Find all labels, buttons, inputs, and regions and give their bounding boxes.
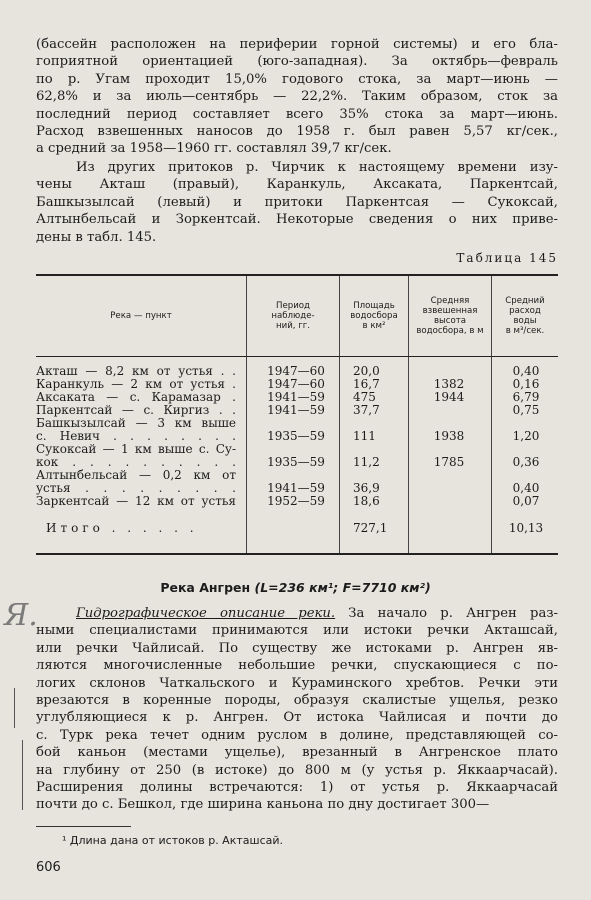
- cell-period: 1941—59: [267, 403, 325, 417]
- text-line-content: логих склонов Чаткальского и Кураминского хребтов. Речки эти: [36, 675, 558, 691]
- cell-flow: 1,20: [512, 429, 540, 443]
- header-period: Период наблюде- ний, гг.: [271, 301, 315, 331]
- text-line: по р. Угам проходит 15,0% годового стока, за март—июнь —: [36, 71, 558, 87]
- cell-area: 475: [353, 390, 376, 404]
- cell-height: 1944: [433, 390, 465, 404]
- text-line-content: или речки Чайлисай. По существу же истоками р. Ангрен яв-: [36, 640, 558, 656]
- text-line: [36, 779, 558, 796]
- text-line: [36, 657, 558, 674]
- header-area: Площадь водосбора в км²: [350, 301, 398, 331]
- text-line: [36, 727, 558, 744]
- text-line: [36, 762, 558, 779]
- text-line: а средний за 1958—1960 гг. составлял 39,7 кг/сек.: [36, 141, 392, 157]
- text-line: гоприятной ориентацией (юго-западная). За октябрь—февраль: [36, 54, 558, 70]
- cell-river: Заркентсай — 12 км от устья: [36, 494, 236, 508]
- section-title-text: Река Ангрен: [160, 580, 251, 595]
- header-flow: Средний расход воды в м³/сек.: [505, 296, 545, 336]
- text-line: [36, 709, 558, 726]
- text-line: Из других притоков р. Чирчик к настоящему времени изу-: [76, 160, 558, 175]
- cell-flow: 0,40: [512, 481, 540, 495]
- cell-area: 37,7: [353, 403, 380, 417]
- cell-flow: 0,07: [512, 494, 540, 508]
- cell-total-flow: 10,13: [508, 521, 544, 535]
- text-line: дены в табл. 145.: [36, 229, 157, 245]
- text-line: 62,8% и за июль—сентябрь — 22,2%. Таким образом, сток за: [36, 89, 558, 105]
- paragraph-chirchik-tributaries: [36, 159, 558, 246]
- footnote: ¹ Длина дана от истоков р. Акташсай.: [62, 834, 283, 847]
- cell-total-area: 727,1: [353, 521, 388, 535]
- section-title: [0, 580, 591, 595]
- cell-height: 1382: [433, 377, 465, 391]
- header-river: Река — пункт: [110, 311, 172, 321]
- text-line-content: бой каньон (местами ущелье), врезанный в Ангренское плато: [36, 745, 558, 761]
- cell-flow: 0,75: [512, 403, 540, 417]
- text-line: [36, 640, 558, 657]
- cell-area: 16,7: [353, 377, 380, 391]
- cell-river: Сукоксай — 1 км выше с. Су-: [36, 442, 236, 456]
- text-line: [36, 796, 558, 813]
- paragraph-angren-description: [36, 605, 558, 814]
- text-line: Башкызылсай (левый) и притоки Паркентсая — Сукоксай,: [36, 194, 558, 210]
- cell-period: 1947—60: [267, 377, 325, 391]
- text-line: Алтынбельсай и Зоркентсай. Некоторые сведения о них приве-: [36, 212, 558, 228]
- cell-period: 1941—59: [267, 390, 325, 404]
- text-line: [36, 605, 558, 622]
- text-line: последний период составляет всего 35% стока за март—июнь.: [36, 106, 558, 122]
- table-label: Таблица 145: [456, 251, 558, 265]
- cell-period: 1935—59: [267, 455, 325, 469]
- cell-flow: 0,16: [512, 377, 540, 391]
- text-line-content: За начало р. Ангрен раз-: [335, 606, 558, 621]
- handwritten-margin-mark: Я.: [4, 598, 38, 633]
- text-line: [36, 675, 558, 692]
- text-line-content: ными специалистами принимаются или истоки речки Акташсай,: [36, 623, 558, 639]
- paragraph-lead: Гидрографическое описание реки.: [76, 606, 336, 621]
- text-line-content: ляются многочисленные небольшие речки, спускающиеся с по-: [36, 658, 558, 674]
- text-line-content: врезаются в коренные породы, образуя скалистые ущелья, резко: [36, 693, 558, 709]
- cell-flow: 6,79: [512, 390, 540, 404]
- margin-pencil-line: [14, 688, 15, 728]
- cell-area: 11,2: [353, 455, 380, 469]
- page-number: 606: [36, 860, 61, 875]
- cell-area: 36,9: [353, 481, 380, 495]
- footnote-rule: [36, 826, 131, 827]
- table-145: [36, 274, 558, 555]
- cell-total-label: Итого . . . . . .: [46, 521, 198, 535]
- margin-pencil-line: [22, 740, 23, 810]
- text-line-content: с. Турк река течет одним руслом в долине, представляющей со-: [36, 727, 558, 743]
- cell-river: Акташ — 8,2 км от устья . .: [36, 364, 236, 378]
- header-height: Средняя взвешенная высота водосбора, в м: [416, 296, 484, 336]
- cell-river: Алтынбельсай — 0,2 км от: [36, 468, 236, 482]
- text-line-content: углубляющиеся к р. Ангрен. От истока Чайлисая и почти до: [36, 710, 558, 726]
- cell-period: 1935—59: [267, 429, 325, 443]
- table-body: [36, 357, 558, 553]
- cell-river: устья . . . . . . . . .: [36, 481, 236, 495]
- text-line: чены Акташ (правый), Каранкуль, Аксаката, Паркентсай,: [36, 177, 558, 193]
- text-line-content: почти до с. Бешкол, где ширина каньона по дну достигает 300—: [36, 797, 490, 813]
- text-line: (бассейн расположен на периферии горной системы) и его бла-: [36, 37, 558, 52]
- section-params: (L=236 км¹; F=7710 км²): [254, 580, 431, 595]
- cell-river: кок . . . . . . . . . .: [36, 455, 236, 469]
- text-line: [36, 622, 558, 639]
- text-line-content: Расширения долины встречаются: 1) от устья р. Яккаарчасай: [36, 780, 558, 796]
- table-header: [36, 276, 558, 357]
- text-line: Расход взвешенных наносов до 1958 г. был равен 5,57 кг/сек.,: [36, 124, 558, 140]
- text-line: [36, 744, 558, 761]
- cell-river: с. Невич . . . . . . . .: [36, 429, 236, 443]
- cell-area: 20,0: [353, 364, 380, 378]
- cell-period: 1947—60: [267, 364, 325, 378]
- cell-flow: 0,36: [512, 455, 540, 469]
- cell-river: Паркентсай — с. Киргиз . .: [36, 403, 236, 417]
- cell-period: 1941—59: [267, 481, 325, 495]
- text-line: [36, 692, 558, 709]
- cell-flow: 0,40: [512, 364, 540, 378]
- paragraph-ugam-runoff: [36, 36, 558, 158]
- cell-height: 1938: [433, 429, 465, 443]
- cell-river: Башкызылсай — 3 км выше: [36, 416, 236, 430]
- text-line-content: на глубину от 250 (в истоке) до 800 м (у устья р. Яккаарчасай).: [36, 762, 558, 778]
- cell-area: 111: [353, 429, 376, 443]
- cell-river: Аксаката — с. Карамазар .: [36, 390, 236, 404]
- cell-period: 1952—59: [267, 494, 325, 508]
- cell-river: Каранкуль — 2 км от устья .: [36, 377, 236, 391]
- cell-height: 1785: [433, 455, 465, 469]
- cell-area: 18,6: [353, 494, 380, 508]
